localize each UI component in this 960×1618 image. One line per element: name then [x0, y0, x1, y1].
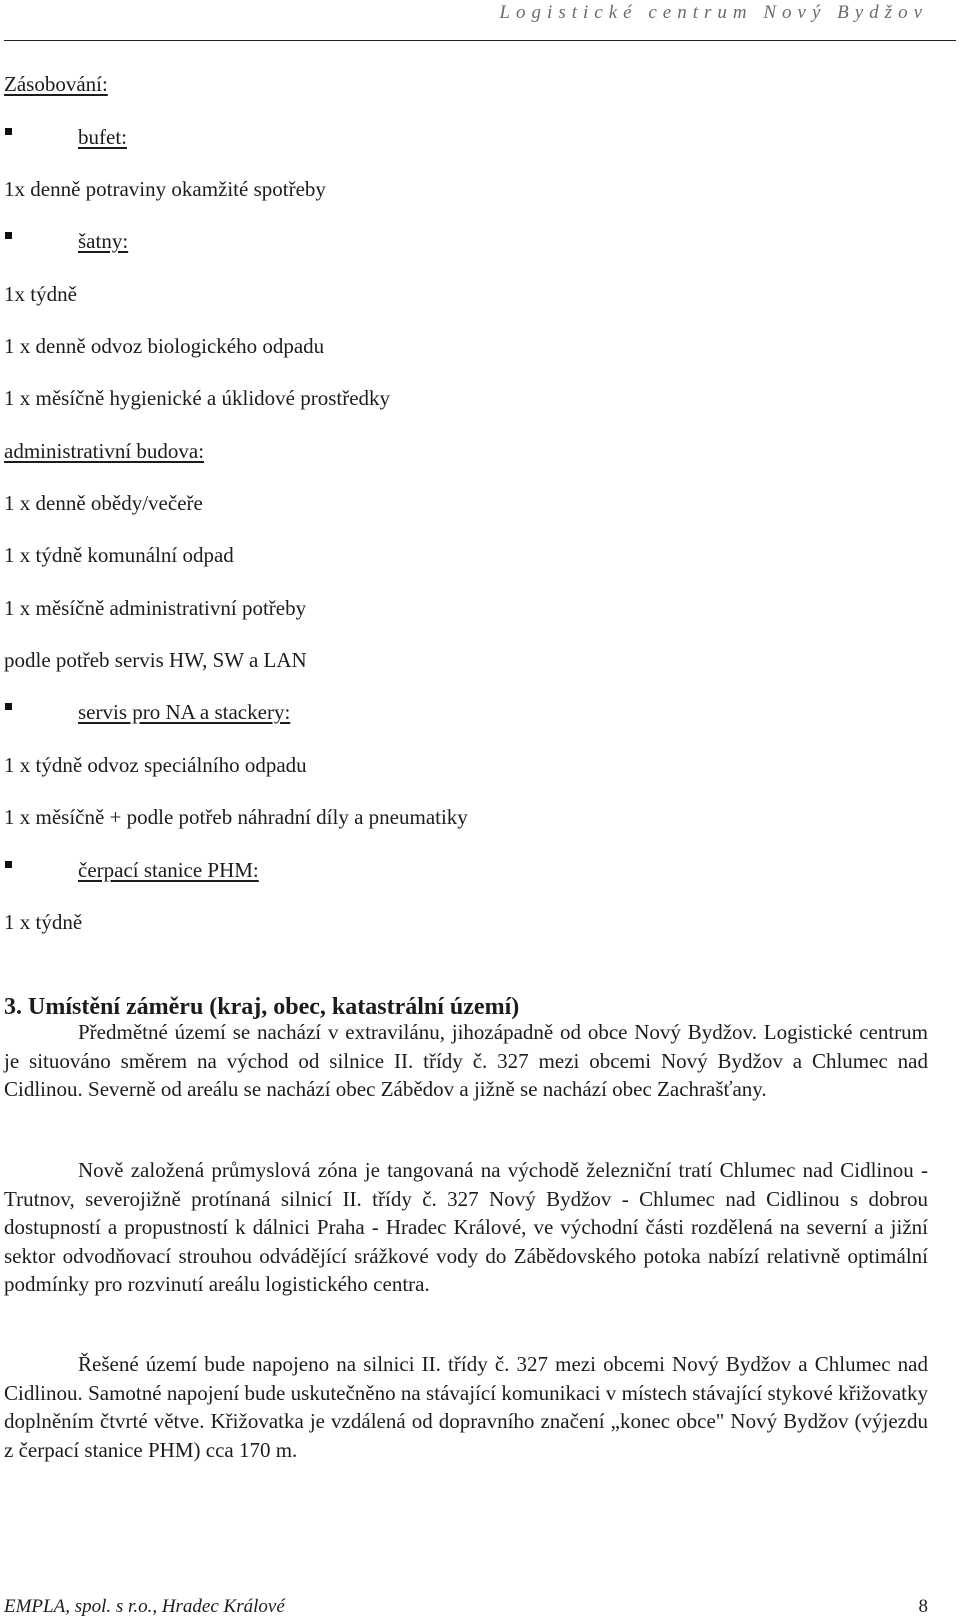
list-item-text: 1 x měsíčně administrativní potřeby	[4, 596, 307, 620]
header-divider	[4, 40, 956, 41]
list-item-text: 1x denně potraviny okamžité spotřeby	[4, 177, 326, 201]
list-item-text: 1 x měsíčně + podle potřeb náhradní díly a pneumatiky	[4, 805, 468, 829]
section-title: Zásobování:	[4, 72, 108, 96]
list-item-label: administrativní budova:	[4, 439, 205, 463]
list-item-text: 1 x denně obědy/večeře	[4, 491, 203, 515]
running-header: Logistické centrum Nový Bydžov	[499, 2, 928, 23]
paragraph: Předmětné území se nachází v extravilánu, jihozápadně od obce Nový Bydžov. Logistické centrum je situováno směrem na východ od silnice II. třídy č. 327 mezi obcemi Nový Bydžov a Chlumec nad Cidlinou. Severně od areálu se nachází obec Zábědov a jižně se nachází obec Zachrašťany.	[4, 1020, 928, 1102]
paragraph: Nově založená průmyslová zóna je tangovaná na východě železniční tratí Chlumec nad Cidlinou - Trutnov, severojižně protínaná silnicí II. třídy č. 327 Nový Bydžov - Chlumec nad Cidlinou s dobrou dostupností a propustností k dálnici Praha - Hradec Králové, ve východní části rozdělená na severní a jižní sektor odvodňovací strouhou odvádějící srážkové vody do Zábědovského potoka nabízí relativně optimální podmínky pro rozvinutí areálu logistického centra.	[4, 1158, 928, 1297]
bullet-icon	[5, 128, 12, 135]
bullet-icon	[5, 232, 12, 239]
list-item-text: 1 x týdně komunální odpad	[4, 543, 234, 567]
list-item-text: podle potřeb servis HW, SW a LAN	[4, 648, 307, 672]
list-item-text: 1x týdně	[4, 282, 77, 306]
list-item-text: 1 x týdně	[4, 910, 83, 934]
list-item-label: šatny:	[78, 229, 129, 253]
list-item-label: čerpací stanice PHM:	[78, 858, 259, 882]
paragraph: Řešené území bude napojeno na silnici II. třídy č. 327 mezi obcemi Nový Bydžov a Chlumec nad Cidlinou. Samotné napojení bude uskutečněno na stávající komunikaci v místech stávající stykové křižovatky doplněním čtvrté větve. Křižovatka je vzdálená od dopravního značení „konec obce" Nový Bydžov (výjezdu z čerpací stanice PHM) cca 170 m.	[4, 1352, 928, 1462]
footer-company: EMPLA, spol. s r.o., Hradec Králové	[4, 1596, 285, 1617]
list-item-text: 1 x týdně odvoz speciálního odpadu	[4, 753, 307, 777]
list-item-label: servis pro NA a stackery:	[78, 700, 291, 724]
list-item-text: 1 x denně odvoz biologického odpadu	[4, 334, 325, 358]
chapter-heading: 3. Umístění záměru (kraj, obec, katastrální území)	[4, 994, 520, 1020]
list-item-label: bufet:	[78, 125, 127, 149]
list-item-text: 1 x měsíčně hygienické a úklidové prostředky	[4, 386, 391, 410]
bullet-icon	[5, 703, 12, 710]
bullet-icon	[5, 861, 12, 868]
page-number: 8	[918, 1596, 928, 1617]
